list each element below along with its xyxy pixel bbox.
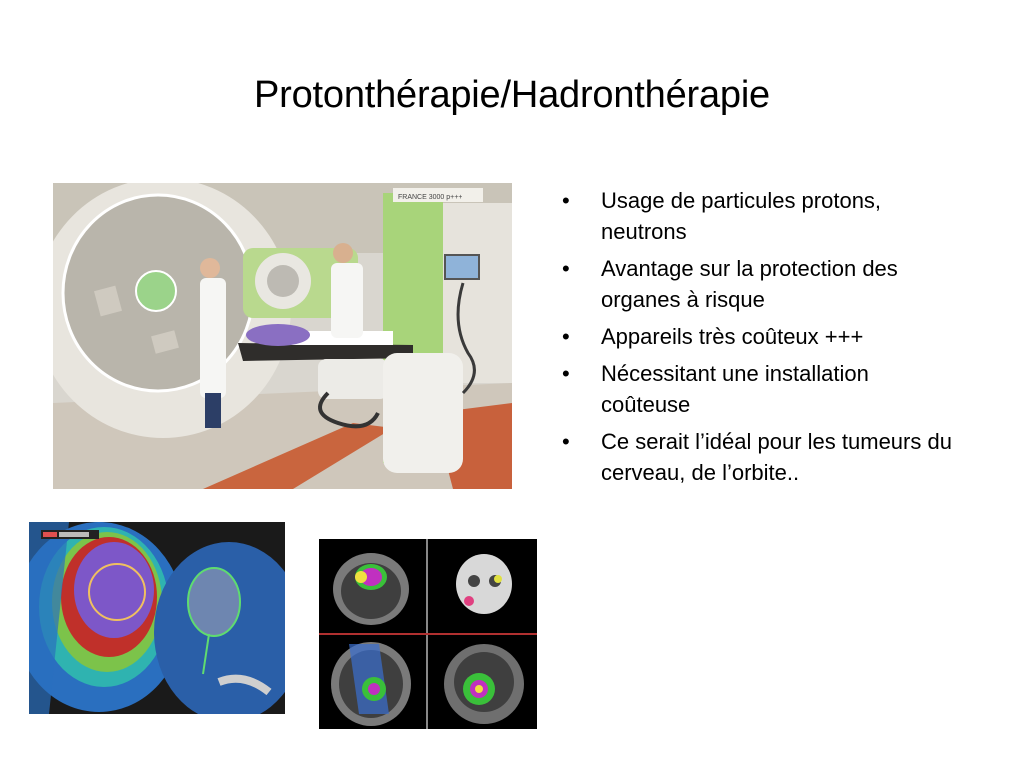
bullet-marker: • xyxy=(562,188,570,213)
bullet-marker: • xyxy=(562,361,570,386)
bullet-list xyxy=(562,185,962,494)
bullet-marker: • xyxy=(562,256,570,281)
bullet-item xyxy=(562,185,962,247)
ct-scan-views-image xyxy=(319,539,537,729)
bullet-marker: • xyxy=(562,429,570,454)
bullet-text: Avantage sur la protection des organes à risque xyxy=(601,256,898,312)
bullet-item xyxy=(562,358,962,420)
treatment-room-sign: FRANCE 3000 p+++ xyxy=(398,194,463,201)
slide-title: Protonthérapie/Hadronthérapie xyxy=(254,74,770,116)
treatment-room-photo xyxy=(53,183,512,489)
bullet-item xyxy=(562,321,962,352)
bullet-text: Usage de particules protons, neutrons xyxy=(601,188,882,244)
dose-distribution-image xyxy=(29,522,285,714)
bullet-item xyxy=(562,253,962,315)
bullet-item xyxy=(562,426,962,488)
bullet-text: Nécessitant une installation coûteuse xyxy=(601,361,869,417)
bullet-text: Ce serait l’idéal pour les tumeurs du cerveau, de l’orbite.. xyxy=(601,429,952,485)
bullet-text: Appareils très coûteux +++ xyxy=(601,324,864,349)
bullet-marker: • xyxy=(562,324,570,349)
